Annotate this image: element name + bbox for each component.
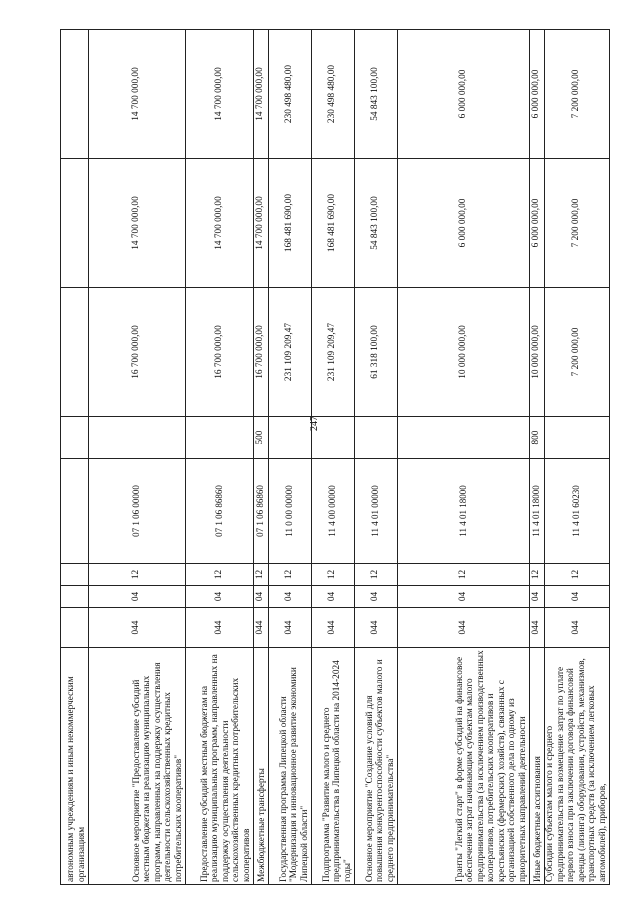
subsection-code: 12 — [269, 564, 312, 586]
subsection-code: 12 — [254, 564, 269, 586]
amount-2022: 16 700 000,00 — [186, 288, 254, 417]
target-article: 11 4 01 00000 — [355, 459, 398, 564]
amount-2023: 54 843 100,00 — [355, 159, 398, 288]
amount-2023: 14 700 000,00 — [254, 159, 269, 288]
row-name: Межбюджетные трансферты — [254, 648, 269, 885]
amount-2022: 16 700 000,00 — [254, 288, 269, 417]
subsection-code — [61, 564, 89, 586]
table-row — [355, 30, 398, 885]
ministry-code: 044 — [269, 608, 312, 648]
amount-2024: 54 843 100,00 — [355, 30, 398, 159]
ministry-code: 044 — [89, 608, 186, 648]
expense-type — [398, 417, 530, 459]
rotated-page-area — [60, 30, 608, 885]
table-row — [61, 30, 89, 885]
amount-2023: 168 481 690,00 — [269, 159, 312, 288]
expense-type — [61, 417, 89, 459]
amount-2023: 6 000 000,00 — [398, 159, 530, 288]
amount-2022 — [61, 288, 89, 417]
section-code: 04 — [312, 586, 355, 608]
table-row — [254, 30, 269, 885]
section-code: 04 — [89, 586, 186, 608]
amount-2024: 230 498 480,00 — [312, 30, 355, 159]
amount-2023: 14 700 000,00 — [89, 159, 186, 288]
target-article — [61, 459, 89, 564]
table-row — [398, 30, 530, 885]
subsection-code: 12 — [312, 564, 355, 586]
section-code: 04 — [398, 586, 530, 608]
expense-type — [89, 417, 186, 459]
expense-type — [269, 417, 312, 459]
row-name: Субсидии субъектам малого и среднего предпринимательства на возмещение затрат по уплате первого взноса при заключении договора финансовой аренды (лизинга) оборудования, устройств, механизмов, транспортных средств (за исключением легковых автомобилей), приборов, — [545, 648, 610, 885]
ministry-code — [61, 608, 89, 648]
row-name: Предоставление субсидий местным бюджетам на реализацию муниципальных программ, направленных на поддержку осуществления деятельности сельскохозяйственных кредитных потребительских кооперативов — [186, 648, 254, 885]
target-article: 07 1 06 86860 — [186, 459, 254, 564]
amount-2023: 14 700 000,00 — [186, 159, 254, 288]
section-code: 04 — [545, 586, 610, 608]
target-article: 11 4 00 00000 — [312, 459, 355, 564]
amount-2023 — [61, 159, 89, 288]
row-name: Основное мероприятие "Создание условий для повышения конкурентоспособности субъектов малого и среднего предпринимательства" — [355, 648, 398, 885]
amount-2024 — [61, 30, 89, 159]
row-name: Иные бюджетные ассигнования — [530, 648, 545, 885]
ministry-code: 044 — [355, 608, 398, 648]
amount-2023: 6 000 000,00 — [530, 159, 545, 288]
table-row — [89, 30, 186, 885]
ministry-code: 044 — [545, 608, 610, 648]
expense-type — [312, 417, 355, 459]
amount-2022: 16 700 000,00 — [89, 288, 186, 417]
amount-2023: 7 200 000,00 — [545, 159, 610, 288]
amount-2022: 10 000 000,00 — [530, 288, 545, 417]
section-code: 04 — [254, 586, 269, 608]
amount-2022: 10 000 000,00 — [398, 288, 530, 417]
amount-2024: 6 000 000,00 — [530, 30, 545, 159]
amount-2023: 168 481 690,00 — [312, 159, 355, 288]
ministry-code: 044 — [186, 608, 254, 648]
subsection-code: 12 — [398, 564, 530, 586]
expense-type — [545, 417, 610, 459]
row-name: Государственная программа Липецкой области "Модернизация и инновационное развитие экономики Липецкой области" — [269, 648, 312, 885]
budget-table — [60, 29, 610, 885]
amount-2022: 231 109 209,47 — [269, 288, 312, 417]
table-row — [545, 30, 610, 885]
table-row — [312, 30, 355, 885]
ministry-code: 044 — [398, 608, 530, 648]
amount-2024: 14 700 000,00 — [254, 30, 269, 159]
row-name: Гранты "Легкий старт" в форме субсидий на финансовое обеспечение затрат начинающим субъектам малого предпринимательства (за исключением производственных кооперативов, потребительских кооперативов и крестьянских (фермерских) хозяйств), связанных с организацией собственного дела по одному из приоритетных направлений деятельности — [398, 648, 530, 885]
row-name: Основное мероприятие "Предоставление субсидий местным бюджетам на реализацию муниципальных программ, направленных на поддержку осуществления деятельности сельскохозяйственных кредитных потребительских кооперативов" — [89, 648, 186, 885]
target-article: 11 4 01 18000 — [398, 459, 530, 564]
subsection-code: 12 — [89, 564, 186, 586]
page-number: 247 — [309, 416, 320, 431]
target-article: 07 1 06 00000 — [89, 459, 186, 564]
section-code: 04 — [186, 586, 254, 608]
expense-type: 800 — [530, 417, 545, 459]
ministry-code: 044 — [254, 608, 269, 648]
table-row — [530, 30, 545, 885]
amount-2024: 7 200 000,00 — [545, 30, 610, 159]
row-name: автономным учреждениям и иным некоммерческим организациям — [61, 648, 89, 885]
table-row — [186, 30, 254, 885]
target-article: 11 4 01 60230 — [545, 459, 610, 564]
amount-2022: 61 318 100,00 — [355, 288, 398, 417]
amount-2024: 14 700 000,00 — [186, 30, 254, 159]
subsection-code: 12 — [530, 564, 545, 586]
section-code — [61, 586, 89, 608]
expense-type — [355, 417, 398, 459]
subsection-code: 12 — [355, 564, 398, 586]
target-article: 07 1 06 86860 — [254, 459, 269, 564]
amount-2024: 230 498 480,00 — [269, 30, 312, 159]
ministry-code: 044 — [312, 608, 355, 648]
amount-2022: 231 109 209,47 — [312, 288, 355, 417]
table-row — [269, 30, 312, 885]
subsection-code: 12 — [545, 564, 610, 586]
amount-2024: 14 700 000,00 — [89, 30, 186, 159]
expense-type: 500 — [254, 417, 269, 459]
target-article: 11 0 00 00000 — [269, 459, 312, 564]
row-name: Подпрограмма "Развитие малого и среднего предпринимательства в Липецкой области на 2014-2024 годы" — [312, 648, 355, 885]
expense-type — [186, 417, 254, 459]
section-code: 04 — [269, 586, 312, 608]
target-article: 11 4 01 18000 — [530, 459, 545, 564]
section-code: 04 — [355, 586, 398, 608]
ministry-code: 044 — [530, 608, 545, 648]
amount-2022: 7 200 000,00 — [545, 288, 610, 417]
subsection-code: 12 — [186, 564, 254, 586]
amount-2024: 6 000 000,00 — [398, 30, 530, 159]
section-code: 04 — [530, 586, 545, 608]
